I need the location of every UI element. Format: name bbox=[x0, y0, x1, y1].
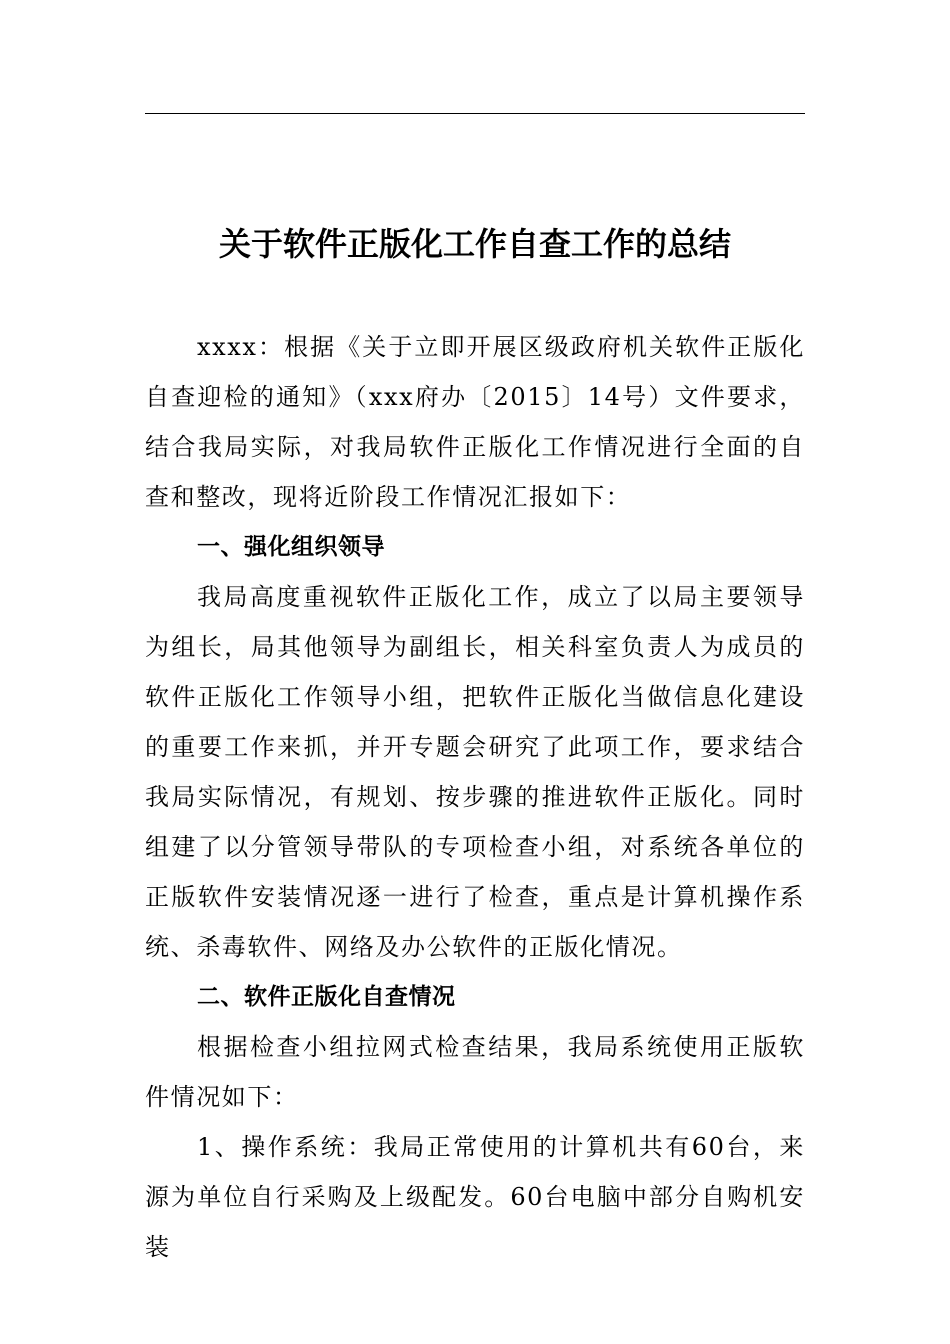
section-2-paragraph: 根据检查小组拉网式检查结果，我局系统使用正版软件情况如下： bbox=[145, 1033, 805, 1111]
document-body bbox=[145, 322, 805, 1272]
section-heading-2: 二、软件正版化自查情况 bbox=[197, 984, 456, 1010]
section-heading-1: 一、强化组织领导 bbox=[197, 534, 385, 560]
os-item-paragraph: 1、操作系统：我局正常使用的计算机共有60台，来源为单位自行采购及上级配发。60台电脑中部分自购机安装 bbox=[145, 1133, 805, 1261]
section-1-paragraph: 我局高度重视软件正版化工作，成立了以局主要领导为组长，局其他领导为副组长，相关科室负责人为成员的软件正版化工作领导小组，把软件正版化当做信息化建设的重要工作来抓，并开专题会研究了此项工作，要求结合我局实际情况，有规划、按步骤的推进软件正版化。同时组建了以分管领导带队的专项检查小组，对系统各单位的正版软件安装情况逐一进行了检查，重点是计算机操作系统、杀毒软件、网络及办公软件的正版化情况。 bbox=[145, 583, 805, 961]
header-rule bbox=[145, 113, 805, 114]
document-title: 关于软件正版化工作自查工作的总结 bbox=[218, 225, 731, 263]
intro-paragraph: xxxx：根据《关于立即开展区级政府机关软件正版化自查迎检的通知》（xxx府办〔2015〕14号）文件要求，结合我局实际，对我局软件正版化工作情况进行全面的自查和整改，现将近阶段工作情况汇报如下： bbox=[145, 333, 805, 511]
